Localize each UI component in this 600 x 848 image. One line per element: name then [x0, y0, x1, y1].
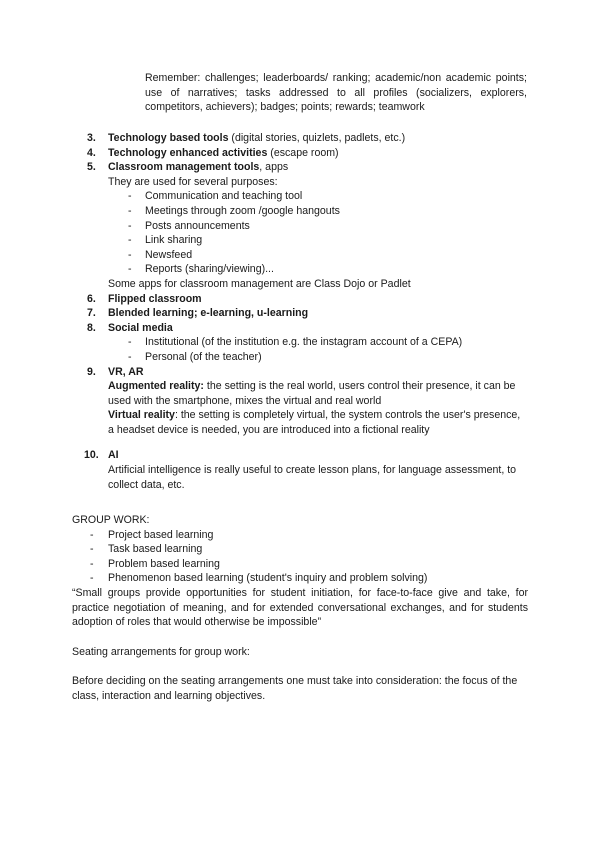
- purposes-list: [0, 189, 600, 277]
- numbered-list: [0, 131, 600, 492]
- vr-paragraph: [0, 408, 528, 437]
- dash-bullet: -: [90, 557, 94, 570]
- list-item: [0, 248, 600, 263]
- item-number: 5.: [87, 161, 96, 174]
- dash-bullet: -: [128, 350, 132, 363]
- list-item-7: [0, 306, 528, 321]
- group-work-quote: “Small groups provide opportunities for student initiation, for face-to-face give and take, for practice negotiation of meaning, and for extended conversational exchanges, and for students adoption of roles that would otherwise be impossible”: [72, 586, 528, 629]
- list-item-9: [0, 365, 528, 380]
- dash-bullet: -: [90, 572, 94, 585]
- group-type-text: Project based learning: [108, 528, 214, 541]
- list-item: [0, 350, 600, 365]
- ar-paragraph: [0, 379, 528, 408]
- dash-bullet: -: [128, 219, 132, 232]
- classroom-mgmt-outro: Some apps for classroom management are Class Dojo or Padlet: [108, 277, 411, 290]
- dash-bullet: -: [128, 234, 132, 247]
- list-item: [0, 204, 600, 219]
- group-work-list: [72, 528, 528, 586]
- vr-text: : the setting is completely virtual, the system controls the user's presence, a headset device is needed, you are introduced into a fictional reality: [108, 409, 521, 436]
- item-number: 7.: [87, 307, 96, 320]
- dash-bullet: -: [128, 204, 132, 217]
- item-number: 10.: [84, 449, 99, 462]
- spacer: [72, 630, 528, 645]
- group-type-text: Problem based learning: [108, 557, 220, 570]
- purpose-text: Newsfeed: [145, 248, 193, 261]
- classroom-mgmt-intro: They are used for several purposes:: [108, 175, 278, 188]
- list-item-10: [0, 448, 528, 463]
- item-detail: (digital stories, quizlets, padlets, etc.): [228, 132, 406, 144]
- seating-title: Seating arrangements for group work:: [72, 645, 250, 658]
- list-item-6: [0, 292, 528, 307]
- dash-bullet: -: [128, 248, 132, 261]
- purpose-text: Link sharing: [145, 234, 203, 247]
- group-work-section: [72, 513, 528, 704]
- purpose-text: Meetings through zoom /google hangouts: [145, 204, 340, 217]
- list-item-4: [0, 146, 528, 161]
- purpose-text: Posts announcements: [145, 219, 250, 232]
- dash-bullet: -: [90, 543, 94, 556]
- social-media-text: Personal (of the teacher): [145, 350, 262, 363]
- list-item: [72, 557, 528, 572]
- item-title: Classroom management tools: [108, 161, 260, 174]
- item-number: 9.: [87, 365, 96, 378]
- list-item-8: [0, 321, 528, 336]
- item-detail: (escape room): [267, 146, 339, 159]
- list-item: [0, 219, 600, 234]
- list-item: [72, 571, 528, 586]
- item-number: 3.: [87, 132, 96, 144]
- item-number: 8.: [87, 321, 96, 334]
- item-title: AI: [108, 449, 119, 462]
- item-title: Social media: [108, 321, 173, 334]
- item-title: Technology enhanced activities: [108, 146, 268, 159]
- list-item: [0, 233, 600, 248]
- item-number: 6.: [87, 292, 96, 305]
- item-detail: , apps: [259, 161, 289, 174]
- list-item: [0, 189, 600, 204]
- list-item: [0, 262, 600, 277]
- social-media-list: [0, 335, 600, 364]
- dash-bullet: -: [128, 336, 132, 349]
- group-type-text: Phenomenon based learning (student's inquiry and problem solving): [108, 572, 428, 585]
- purpose-text: Communication and teaching tool: [145, 190, 303, 203]
- list-item: [72, 528, 528, 543]
- list-item: [0, 335, 600, 350]
- seating-text: Before deciding on the seating arrangements one must take into consideration: the focus of the class, interaction and learning objectives.: [72, 675, 518, 702]
- spacer: [0, 437, 600, 448]
- social-media-text: Institutional (of the institution e.g. the instagram account of a CEPA): [145, 336, 463, 349]
- ai-paragraph: Artificial intelligence is really useful to create lesson plans, for language assessment, to collect data, etc.: [108, 464, 517, 491]
- purpose-text: Reports (sharing/viewing)...: [145, 263, 274, 276]
- group-type-text: Task based learning: [108, 543, 203, 556]
- dash-bullet: -: [128, 263, 132, 276]
- list-item: [72, 542, 528, 557]
- ar-label: Augmented reality:: [108, 380, 204, 393]
- ar-text: the setting is the real world, users control their presence, it can be used with the smartphone, mixes the virtual and real world: [108, 380, 516, 407]
- list-item-5: [0, 160, 528, 175]
- group-work-title: GROUP WORK:: [72, 514, 150, 526]
- dash-bullet: -: [128, 190, 132, 203]
- vr-label: Virtual reality: [108, 409, 175, 422]
- item-number: 4.: [87, 146, 96, 159]
- spacer: [72, 659, 528, 674]
- item-title: Blended learning; e-learning, u-learning: [108, 307, 309, 320]
- list-item-3: [0, 131, 528, 146]
- dash-bullet: -: [90, 528, 94, 541]
- item-title: Technology based tools: [108, 132, 229, 144]
- remember-note: Remember: challenges; leaderboards/ ranking; academic/non academic points; use of narratives; tasks addressed to all profiles (socializers, explorers, competitors, achievers); badges; points; rewards; teamwork: [145, 72, 527, 114]
- item-title: VR, AR: [108, 365, 144, 378]
- item-title: Flipped classroom: [108, 292, 202, 305]
